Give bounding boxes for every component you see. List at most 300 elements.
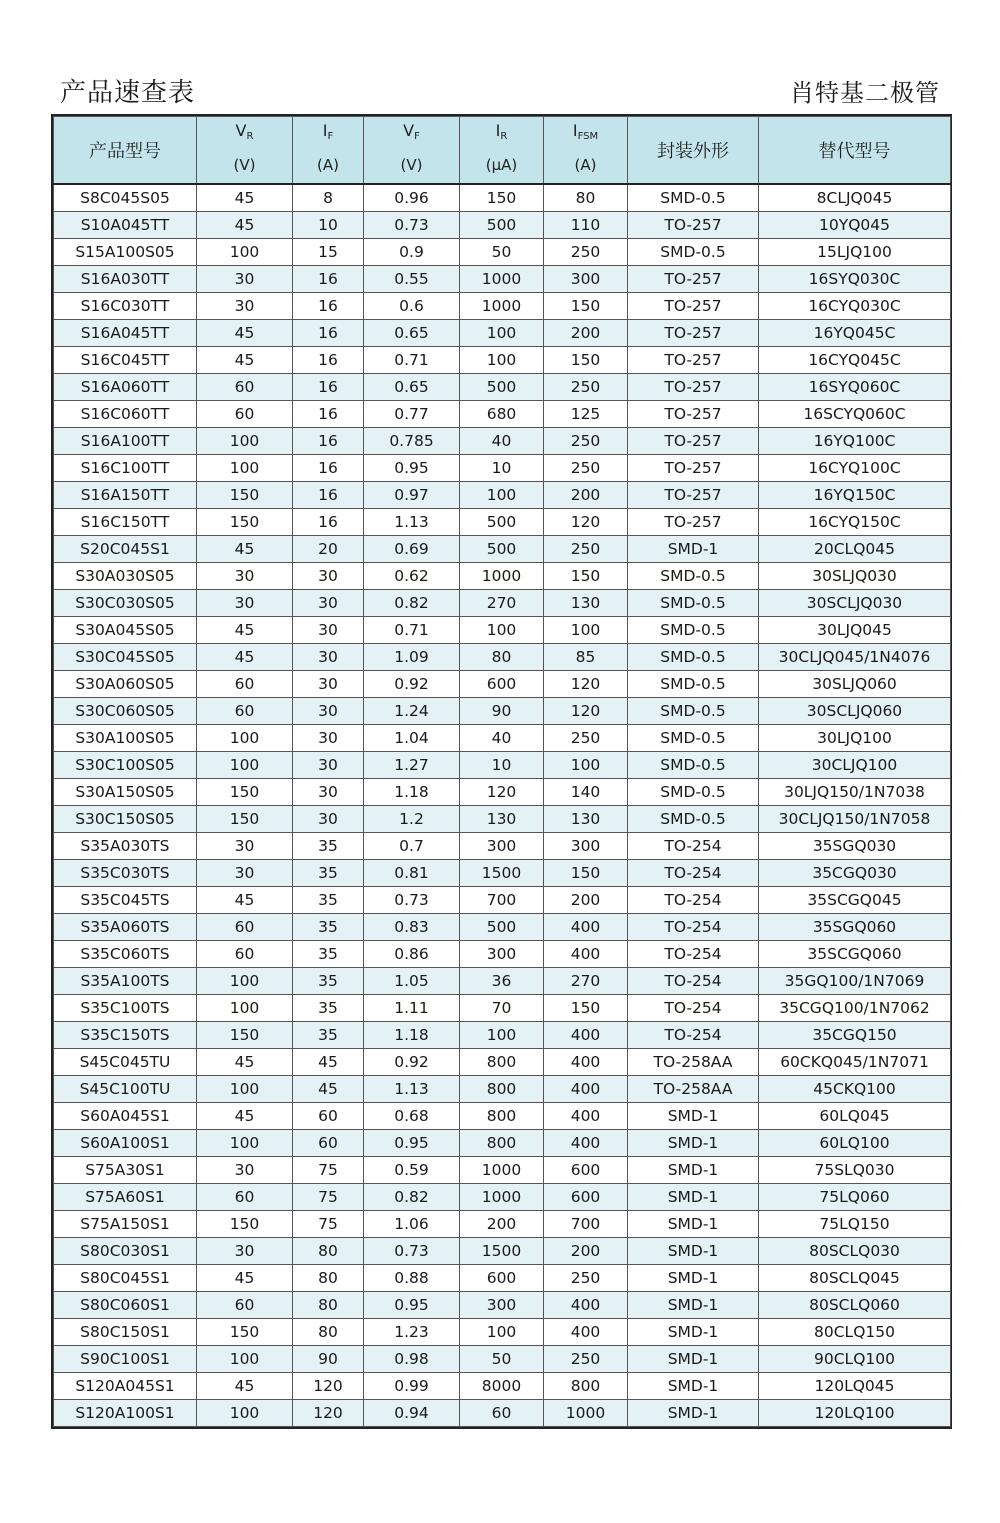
vf-cell: 0.77: [364, 401, 460, 428]
table-row: [54, 347, 951, 374]
package-cell: TO-254: [628, 968, 759, 995]
vf-cell: 0.99: [364, 1373, 460, 1400]
ifsm-cell: 250: [544, 374, 628, 401]
model-cell: S30A150S05: [54, 779, 197, 806]
ir-cell: 50: [460, 1346, 544, 1373]
vr-cell: 150: [197, 1022, 293, 1049]
table-row: [54, 1157, 951, 1184]
if-cell: 30: [293, 725, 364, 752]
table-body: [54, 184, 951, 1427]
if-cell: 80: [293, 1238, 364, 1265]
model-cell: S80C060S1: [54, 1292, 197, 1319]
ifsm-cell: 130: [544, 590, 628, 617]
package-cell: SMD-0.5: [628, 671, 759, 698]
package-cell: TO-254: [628, 887, 759, 914]
replacement-cell: 15LJQ100: [759, 239, 951, 266]
if-cell: 80: [293, 1292, 364, 1319]
package-cell: TO-258AA: [628, 1076, 759, 1103]
ifsm-cell: 800: [544, 1373, 628, 1400]
ir-cell: 270: [460, 590, 544, 617]
if-cell: 16: [293, 320, 364, 347]
if-cell: 30: [293, 806, 364, 833]
model-cell: S35C100TS: [54, 995, 197, 1022]
vf-cell: 0.96: [364, 184, 460, 212]
table-row: [54, 1184, 951, 1211]
vf-cell: 0.92: [364, 1049, 460, 1076]
column-header-model: 产品型号: [54, 117, 197, 185]
replacement-cell: 35SCGQ060: [759, 941, 951, 968]
model-cell: S16A060TT: [54, 374, 197, 401]
vr-cell: 45: [197, 184, 293, 212]
package-cell: TO-257: [628, 266, 759, 293]
vr-cell: 45: [197, 320, 293, 347]
model-cell: S15A100S05: [54, 239, 197, 266]
ir-cell: 800: [460, 1103, 544, 1130]
vr-cell: 100: [197, 995, 293, 1022]
vr-cell: 150: [197, 806, 293, 833]
ifsm-cell: 120: [544, 698, 628, 725]
ir-cell: 36: [460, 968, 544, 995]
table-row: [54, 833, 951, 860]
vr-cell: 30: [197, 266, 293, 293]
vf-cell: 0.73: [364, 1238, 460, 1265]
if-cell: 80: [293, 1319, 364, 1346]
ifsm-cell: 300: [544, 833, 628, 860]
vr-cell: 60: [197, 374, 293, 401]
table-row: [54, 671, 951, 698]
if-cell: 16: [293, 401, 364, 428]
vr-cell: 45: [197, 212, 293, 239]
ir-cell: 800: [460, 1076, 544, 1103]
ifsm-cell: 600: [544, 1184, 628, 1211]
vr-cell: 100: [197, 725, 293, 752]
model-cell: S60A100S1: [54, 1130, 197, 1157]
replacement-cell: 30CLJQ150/1N7058: [759, 806, 951, 833]
ifsm-cell: 1000: [544, 1400, 628, 1427]
replacement-cell: 35CGQ150: [759, 1022, 951, 1049]
table-row: [54, 617, 951, 644]
table-row: [54, 725, 951, 752]
vf-cell: 0.65: [364, 320, 460, 347]
ir-cell: 100: [460, 347, 544, 374]
model-cell: S16C045TT: [54, 347, 197, 374]
replacement-cell: 16SYQ060C: [759, 374, 951, 401]
if-cell: 16: [293, 509, 364, 536]
ir-cell: 500: [460, 509, 544, 536]
ir-cell: 130: [460, 806, 544, 833]
ifsm-cell: 250: [544, 1346, 628, 1373]
table-row: [54, 184, 951, 212]
replacement-cell: 16SYQ030C: [759, 266, 951, 293]
ir-cell: 100: [460, 482, 544, 509]
table-row: [54, 968, 951, 995]
vr-cell: 100: [197, 1400, 293, 1427]
vr-cell: 100: [197, 455, 293, 482]
ifsm-cell: 120: [544, 671, 628, 698]
package-cell: TO-257: [628, 455, 759, 482]
ifsm-cell: 100: [544, 752, 628, 779]
vf-cell: 0.73: [364, 887, 460, 914]
model-cell: S30C150S05: [54, 806, 197, 833]
ifsm-cell: 400: [544, 1022, 628, 1049]
ifsm-cell: 400: [544, 941, 628, 968]
vf-cell: 1.04: [364, 725, 460, 752]
ifsm-cell: 250: [544, 1265, 628, 1292]
ir-cell: 500: [460, 536, 544, 563]
ir-cell: 800: [460, 1130, 544, 1157]
ifsm-cell: 200: [544, 1238, 628, 1265]
table-row: [54, 1049, 951, 1076]
package-cell: SMD-1: [628, 1184, 759, 1211]
package-cell: SMD-0.5: [628, 725, 759, 752]
model-cell: S16C060TT: [54, 401, 197, 428]
model-cell: S35C045TS: [54, 887, 197, 914]
vf-cell: 0.82: [364, 590, 460, 617]
model-cell: S30A060S05: [54, 671, 197, 698]
ifsm-cell: 250: [544, 239, 628, 266]
model-cell: S16A030TT: [54, 266, 197, 293]
package-cell: SMD-1: [628, 1400, 759, 1427]
replacement-cell: 16YQ045C: [759, 320, 951, 347]
if-cell: 30: [293, 617, 364, 644]
if-cell: 120: [293, 1400, 364, 1427]
column-header-vf: $V_F$ (V): [364, 117, 460, 185]
table-row: [54, 1265, 951, 1292]
vf-cell: 1.13: [364, 509, 460, 536]
vf-cell: 0.7: [364, 833, 460, 860]
replacement-cell: 16CYQ100C: [759, 455, 951, 482]
vf-cell: 1.27: [364, 752, 460, 779]
ifsm-cell: 700: [544, 1211, 628, 1238]
if-cell: 35: [293, 833, 364, 860]
replacement-cell: 30SCLJQ030: [759, 590, 951, 617]
table-row: [54, 1238, 951, 1265]
package-cell: SMD-0.5: [628, 779, 759, 806]
ifsm-cell: 400: [544, 1103, 628, 1130]
model-cell: S45C100TU: [54, 1076, 197, 1103]
vr-cell: 45: [197, 1103, 293, 1130]
vf-cell: 1.11: [364, 995, 460, 1022]
vf-cell: 1.09: [364, 644, 460, 671]
ir-cell: 120: [460, 779, 544, 806]
vr-cell: 30: [197, 833, 293, 860]
package-cell: SMD-0.5: [628, 698, 759, 725]
model-cell: S120A045S1: [54, 1373, 197, 1400]
replacement-cell: 30SLJQ060: [759, 671, 951, 698]
if-cell: 10: [293, 212, 364, 239]
if-cell: 35: [293, 887, 364, 914]
vr-cell: 45: [197, 617, 293, 644]
vf-cell: 0.785: [364, 428, 460, 455]
ir-cell: 100: [460, 320, 544, 347]
if-cell: 16: [293, 347, 364, 374]
vf-cell: 0.95: [364, 455, 460, 482]
table-header-row: [54, 117, 951, 185]
replacement-cell: 16YQ150C: [759, 482, 951, 509]
ifsm-cell: 250: [544, 725, 628, 752]
vr-cell: 150: [197, 779, 293, 806]
model-cell: S80C150S1: [54, 1319, 197, 1346]
package-cell: TO-257: [628, 293, 759, 320]
table-row: [54, 887, 951, 914]
vr-cell: 30: [197, 1157, 293, 1184]
replacement-cell: 8CLJQ045: [759, 184, 951, 212]
if-cell: 35: [293, 914, 364, 941]
if-cell: 75: [293, 1157, 364, 1184]
if-cell: 16: [293, 455, 364, 482]
model-cell: S75A60S1: [54, 1184, 197, 1211]
vr-cell: 30: [197, 1238, 293, 1265]
replacement-cell: 35SCGQ045: [759, 887, 951, 914]
replacement-cell: 75LQ150: [759, 1211, 951, 1238]
replacement-cell: 35GQ100/1N7069: [759, 968, 951, 995]
model-cell: S16C030TT: [54, 293, 197, 320]
vr-cell: 150: [197, 482, 293, 509]
package-cell: SMD-1: [628, 1319, 759, 1346]
if-cell: 16: [293, 266, 364, 293]
package-cell: TO-258AA: [628, 1049, 759, 1076]
vf-cell: 1.23: [364, 1319, 460, 1346]
package-cell: SMD-0.5: [628, 644, 759, 671]
replacement-cell: 90CLQ100: [759, 1346, 951, 1373]
replacement-cell: 16CYQ045C: [759, 347, 951, 374]
replacement-cell: 75SLQ030: [759, 1157, 951, 1184]
package-cell: SMD-1: [628, 1130, 759, 1157]
vr-cell: 60: [197, 671, 293, 698]
vr-cell: 45: [197, 887, 293, 914]
table-row: [54, 266, 951, 293]
vr-cell: 150: [197, 1319, 293, 1346]
if-cell: 45: [293, 1076, 364, 1103]
replacement-cell: 60CKQ045/1N7071: [759, 1049, 951, 1076]
model-cell: S60A045S1: [54, 1103, 197, 1130]
vf-cell: 0.55: [364, 266, 460, 293]
package-cell: SMD-1: [628, 1346, 759, 1373]
model-cell: S30C060S05: [54, 698, 197, 725]
product-table-container: [51, 114, 952, 1429]
ir-cell: 1000: [460, 293, 544, 320]
vf-cell: 0.94: [364, 1400, 460, 1427]
model-cell: S35A030TS: [54, 833, 197, 860]
package-cell: TO-257: [628, 482, 759, 509]
package-cell: SMD-1: [628, 1373, 759, 1400]
ir-cell: 1000: [460, 1184, 544, 1211]
ir-cell: 500: [460, 374, 544, 401]
vf-cell: 1.2: [364, 806, 460, 833]
table-row: [54, 698, 951, 725]
if-cell: 35: [293, 968, 364, 995]
package-cell: TO-257: [628, 320, 759, 347]
table-row: [54, 212, 951, 239]
table-row: [54, 455, 951, 482]
ir-cell: 40: [460, 725, 544, 752]
model-cell: S30C045S05: [54, 644, 197, 671]
ir-cell: 1000: [460, 1157, 544, 1184]
ifsm-cell: 150: [544, 995, 628, 1022]
vr-cell: 100: [197, 752, 293, 779]
vr-cell: 45: [197, 536, 293, 563]
vr-cell: 45: [197, 347, 293, 374]
if-cell: 30: [293, 671, 364, 698]
table-row: [54, 1211, 951, 1238]
model-cell: S10A045TT: [54, 212, 197, 239]
model-cell: S35A100TS: [54, 968, 197, 995]
ir-cell: 600: [460, 671, 544, 698]
model-cell: S80C030S1: [54, 1238, 197, 1265]
if-cell: 90: [293, 1346, 364, 1373]
ir-cell: 50: [460, 239, 544, 266]
ir-cell: 500: [460, 914, 544, 941]
package-cell: TO-257: [628, 401, 759, 428]
vf-cell: 1.18: [364, 1022, 460, 1049]
vr-cell: 150: [197, 509, 293, 536]
vr-cell: 100: [197, 1076, 293, 1103]
table-row: [54, 428, 951, 455]
package-cell: TO-257: [628, 428, 759, 455]
model-cell: S75A30S1: [54, 1157, 197, 1184]
table-row: [54, 779, 951, 806]
ifsm-cell: 200: [544, 320, 628, 347]
model-cell: S16A100TT: [54, 428, 197, 455]
ir-cell: 300: [460, 1292, 544, 1319]
package-cell: TO-254: [628, 860, 759, 887]
model-cell: S30C030S05: [54, 590, 197, 617]
ifsm-cell: 400: [544, 1130, 628, 1157]
replacement-cell: 120LQ100: [759, 1400, 951, 1427]
vf-cell: 0.92: [364, 671, 460, 698]
package-cell: TO-254: [628, 833, 759, 860]
vf-cell: 0.62: [364, 563, 460, 590]
column-header-ir: $I_R$ (μA): [460, 117, 544, 185]
model-cell: S16A045TT: [54, 320, 197, 347]
ifsm-cell: 400: [544, 1319, 628, 1346]
replacement-cell: 80SCLQ060: [759, 1292, 951, 1319]
replacement-cell: 30SCLJQ060: [759, 698, 951, 725]
ir-cell: 70: [460, 995, 544, 1022]
model-cell: S35C060TS: [54, 941, 197, 968]
vf-cell: 0.83: [364, 914, 460, 941]
vf-cell: 0.95: [364, 1292, 460, 1319]
ifsm-cell: 200: [544, 887, 628, 914]
table-row: [54, 401, 951, 428]
vr-cell: 45: [197, 1373, 293, 1400]
vf-cell: 0.95: [364, 1130, 460, 1157]
replacement-cell: 30CLJQ100: [759, 752, 951, 779]
replacement-cell: 35SGQ060: [759, 914, 951, 941]
if-cell: 16: [293, 293, 364, 320]
ifsm-cell: 125: [544, 401, 628, 428]
if-cell: 45: [293, 1049, 364, 1076]
package-cell: SMD-1: [628, 1211, 759, 1238]
ir-cell: 90: [460, 698, 544, 725]
table-row: [54, 914, 951, 941]
table-row: [54, 482, 951, 509]
vr-cell: 60: [197, 1292, 293, 1319]
if-cell: 30: [293, 590, 364, 617]
replacement-cell: 80SCLQ045: [759, 1265, 951, 1292]
ir-cell: 800: [460, 1049, 544, 1076]
vr-cell: 100: [197, 968, 293, 995]
ir-cell: 10: [460, 455, 544, 482]
ir-cell: 100: [460, 617, 544, 644]
model-cell: S30A030S05: [54, 563, 197, 590]
vf-cell: 0.65: [364, 374, 460, 401]
ir-cell: 300: [460, 833, 544, 860]
ir-cell: 150: [460, 184, 544, 212]
model-cell: S16C150TT: [54, 509, 197, 536]
replacement-cell: 20CLQ045: [759, 536, 951, 563]
ifsm-cell: 80: [544, 184, 628, 212]
page-title: 产品速查表: [60, 77, 196, 108]
table-row: [54, 1292, 951, 1319]
column-header-package: 封装外形: [628, 117, 759, 185]
ir-cell: 10: [460, 752, 544, 779]
if-cell: 75: [293, 1184, 364, 1211]
replacement-cell: 60LQ045: [759, 1103, 951, 1130]
vf-cell: 0.6: [364, 293, 460, 320]
package-cell: SMD-1: [628, 1265, 759, 1292]
table-row: [54, 752, 951, 779]
package-cell: SMD-1: [628, 1157, 759, 1184]
vr-cell: 100: [197, 428, 293, 455]
ifsm-cell: 250: [544, 428, 628, 455]
replacement-cell: 120LQ045: [759, 1373, 951, 1400]
if-cell: 30: [293, 752, 364, 779]
ifsm-cell: 110: [544, 212, 628, 239]
table-row: [54, 536, 951, 563]
table-row: [54, 995, 951, 1022]
ir-cell: 80: [460, 644, 544, 671]
ifsm-cell: 300: [544, 266, 628, 293]
table-row: [54, 1130, 951, 1157]
if-cell: 120: [293, 1373, 364, 1400]
package-cell: SMD-1: [628, 1292, 759, 1319]
ifsm-cell: 400: [544, 1049, 628, 1076]
vr-cell: 60: [197, 914, 293, 941]
table-row: [54, 509, 951, 536]
ir-cell: 100: [460, 1319, 544, 1346]
if-cell: 60: [293, 1130, 364, 1157]
if-cell: 80: [293, 1265, 364, 1292]
ifsm-cell: 400: [544, 1076, 628, 1103]
model-cell: S30A100S05: [54, 725, 197, 752]
ifsm-cell: 200: [544, 482, 628, 509]
vf-cell: 1.05: [364, 968, 460, 995]
ir-cell: 200: [460, 1211, 544, 1238]
replacement-cell: 35SGQ030: [759, 833, 951, 860]
package-cell: SMD-1: [628, 1238, 759, 1265]
if-cell: 16: [293, 374, 364, 401]
vf-cell: 0.73: [364, 212, 460, 239]
model-cell: S75A150S1: [54, 1211, 197, 1238]
package-cell: TO-257: [628, 347, 759, 374]
package-cell: SMD-0.5: [628, 590, 759, 617]
if-cell: 16: [293, 428, 364, 455]
vr-cell: 60: [197, 698, 293, 725]
if-cell: 30: [293, 779, 364, 806]
vf-cell: 0.82: [364, 1184, 460, 1211]
vf-cell: 0.81: [364, 860, 460, 887]
ifsm-cell: 400: [544, 914, 628, 941]
table-row: [54, 1346, 951, 1373]
package-cell: TO-254: [628, 995, 759, 1022]
replacement-cell: 16SCYQ060C: [759, 401, 951, 428]
vr-cell: 45: [197, 1265, 293, 1292]
product-quick-reference-table: [53, 116, 951, 1427]
vr-cell: 30: [197, 293, 293, 320]
ir-cell: 100: [460, 1022, 544, 1049]
replacement-cell: 16CYQ030C: [759, 293, 951, 320]
